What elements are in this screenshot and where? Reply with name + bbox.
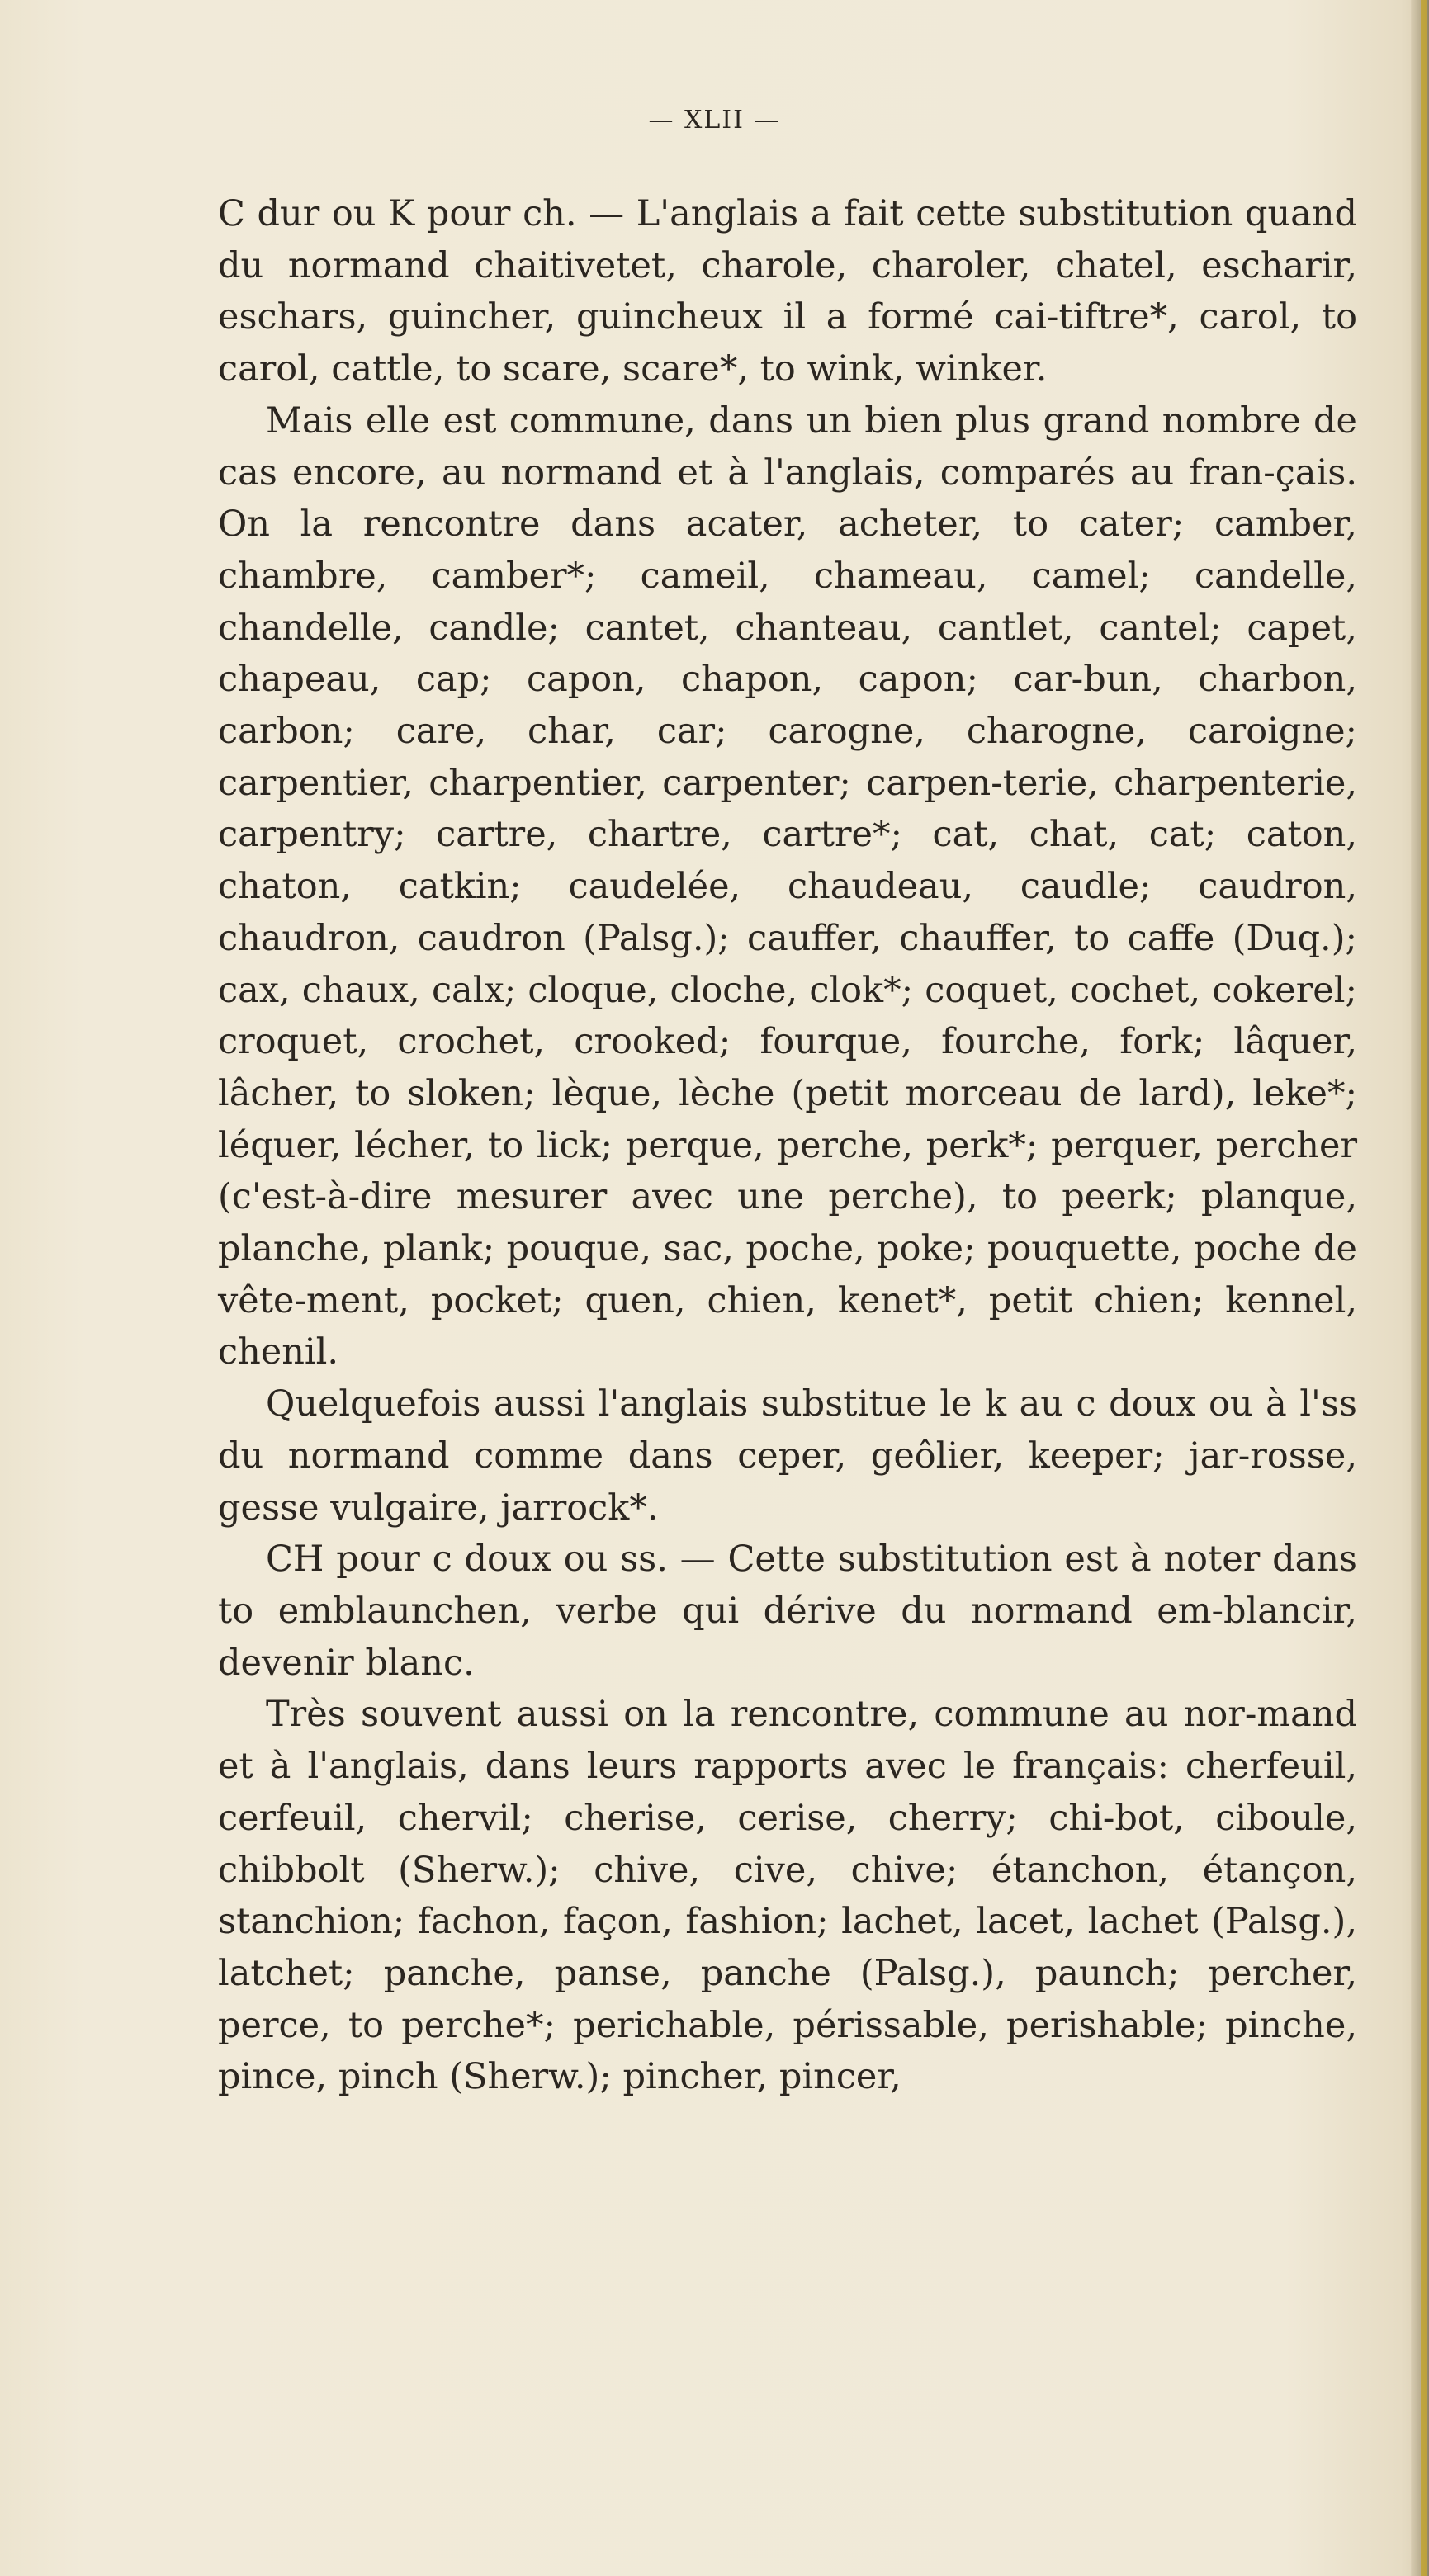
paragraph-1: C dur ou K pour ch. — L'anglais a fait cette substitution quand du normand chaitivetet, charole, charoler, chatel, escharir, eschars, guincher, guincheux il a formé cai-tiftre*, carol, to carol, cattle, to scare, scare*, to wink, winker.: [218, 193, 1357, 390]
binding-strip: [1421, 0, 1427, 2576]
paragraph-2: Mais elle est commune, dans un bien plus grand nombre de cas encore, au normand et à l'anglais, comparés au fran-çais. On la rencontre dans acater, acheter, to cater; camber, chambre, camber*; cameil, chameau, camel; candelle, chandelle, candle; cantet, chanteau, cantlet, cantel; capet, chapeau, cap; capon, chapon, capon; car-bun, charbon, carbon; care, char, car; carogne, charogne, caroigne; carpentier, charpentier, carpenter; carpen-terie, charpenterie, carpentry; cartre, chartre, cartre*; cat, chat, cat; caton, chaton, catkin; caudelée, chaudeau, caudle; caudron, chaudron, caudron (Palsg.); cauffer, chauffer, to caffe (Duq.); cax, chaux, calx; cloque, cloche, clok*; coquet, cochet, cokerel; croquet, crochet, crooked; fourque, fourche, fork; lâquer, lâcher, to sloken; lèque, lèche (petit morceau de lard), leke*; léquer, lécher, to lick; perque, perche, perk*; perquer, percher (c'est-à-dire mesurer avec une perche), to peerk; planque, planche, plank; pouque, sac, poche, poke; pouquette, poche de vête-ment, pocket; quen, chien, kenet*, petit chien; kennel, chenil.: [218, 399, 1357, 1373]
paragraph-5: Très souvent aussi on la rencontre, commune au nor-mand et à l'anglais, dans leurs rapports avec le français: cherfeuil, cerfeuil, chervil; cherise, cerise, cherry; chi-bot, ciboule, chibbolt (Sherw.); chive, cive, chive; étanchon, étançon, stanchion; fachon, façon, fashion; lachet, lacet, lachet (Palsg.), latchet; panche, panse, panche (Palsg.), paunch; percher, perce, to perche*; perichable, périssable, perishable; pinche, pince, pinch (Sherw.); pincher, pincer,: [218, 1694, 1357, 2098]
paragraph-3: Quelquefois aussi l'anglais substitue le k au c doux ou à l'ss du normand comme dans ceper, geôlier, keeper; jar-rosse, gesse vulgaire, jarrock*.: [218, 1383, 1357, 1529]
body-text: [218, 188, 1357, 2103]
page-number-header: — XLII —: [648, 106, 781, 135]
paragraph-4: CH pour c doux ou ss. — Cette substitution est à noter dans to emblaunchen, verbe qui dérive du normand em-blancir, devenir blanc.: [218, 1539, 1357, 1684]
